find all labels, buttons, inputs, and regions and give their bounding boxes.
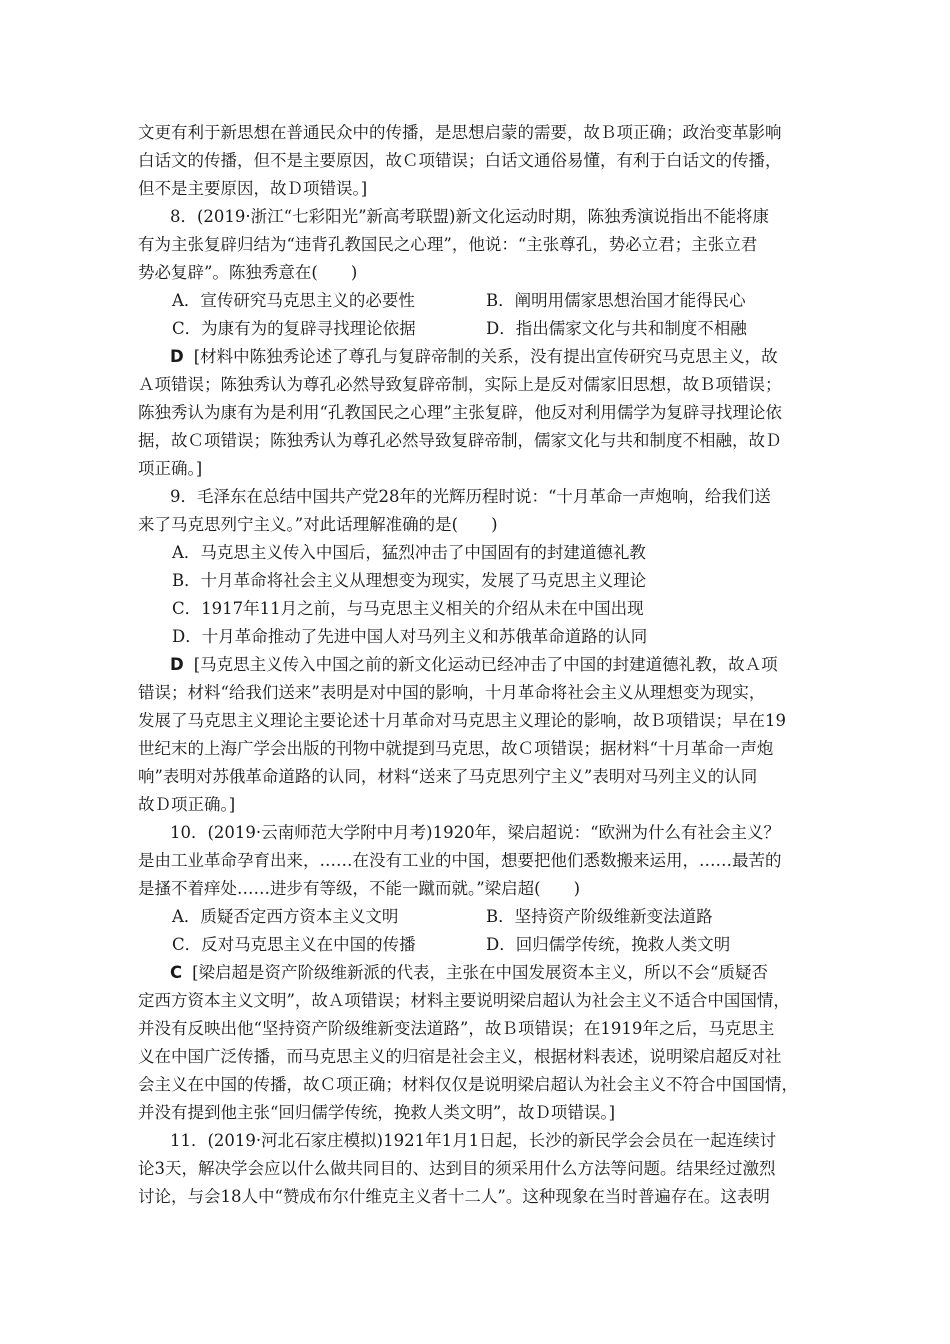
answer-letter: D bbox=[170, 655, 184, 674]
question-11-stem: 11．(2019·河北石家庄模拟)1921年1月1日起，长沙的新民学会会员在一起连续讨 bbox=[170, 1131, 777, 1150]
text-line: 有为主张复辟归结为“违背孔教国民之心理”，他说：“主张尊孔，势必立君；主张立君 bbox=[138, 235, 758, 254]
option-b: B．阐明用儒家思想治国才能得民心 bbox=[486, 291, 746, 310]
text-line: 来了马克思列宁主义。”对此话理解准确的是( ) bbox=[138, 515, 498, 534]
answer-line bbox=[170, 346, 850, 368]
text-line: 白话文的传播，但不是主要原因，故Ｃ项错误；白话文通俗易懂，有利于白话文的传播， bbox=[138, 151, 782, 170]
option-c: C．反对马克思主义在中国的传播 bbox=[172, 935, 416, 954]
option-d: D．十月革命推动了先进中国人对马列主义和苏俄革命道路的认同 bbox=[172, 627, 648, 646]
option-d: D．回归儒学传统，挽救人类文明 bbox=[486, 935, 731, 954]
text-line: 定西方资本主义文明”，故Ａ项错误；材料主要说明梁启超认为社会主义不适合中国国情， bbox=[138, 991, 790, 1010]
question-9-stem: 9．毛泽东在总结中国共产党28年的光辉历程时说：“十月革命一声炮响，给我们送 bbox=[170, 487, 771, 506]
text-line: 并没有提到他主张“回归儒学传统，挽救人类文明”，故Ｄ项错误。] bbox=[138, 1103, 616, 1122]
text-line: 是由工业革命孕育出来，……在没有工业的中国，想要把他们悉数搬来运用，……最苦的 bbox=[138, 851, 782, 870]
explanation-text: [马克思主义传入中国之前的新文化运动已经冲击了中国的封建道德礼教，故Ａ项 bbox=[193, 655, 778, 674]
option-b: B．坚持资产阶级维新变法道路 bbox=[486, 907, 713, 926]
text-line: Ａ项错误；陈独秀认为尊孔必然导致复辟帝制，实际上是反对儒家旧思想，故Ｂ项错误； bbox=[138, 375, 782, 394]
answer-line bbox=[170, 962, 850, 984]
text-line: 据，故Ｃ项错误；陈独秀认为尊孔必然导致复辟帝制，儒家文化与共和制度不相融，故Ｄ bbox=[138, 431, 782, 450]
text-line: 陈独秀认为康有为是利用“孔教国民之心理”主张复辟，他反对利用儒学为复辟寻找理论依 bbox=[138, 403, 782, 422]
option-b: B．十月革命将社会主义从理想变为现实，发展了马克思主义理论 bbox=[172, 571, 647, 590]
text-line: 响”表明对苏俄革命道路的认同，材料“送来了马克思列宁主义”表明对马列主义的认同 bbox=[138, 767, 758, 786]
text-line: 会主义在中国的传播，故Ｃ项正确；材料仅仅是说明梁启超认为社会主义不符合中国国情， bbox=[138, 1075, 798, 1094]
answer-letter: D bbox=[170, 347, 184, 366]
answer-letter: C bbox=[170, 963, 183, 982]
text-line: 义在中国广泛传播，而马克思主义的归宿是社会主义，根据材料表述，说明梁启超反对社 bbox=[138, 1047, 782, 1066]
text-line: 发展了马克思主义理论主要论述十月革命对马克思主义理论的影响，故Ｂ项错误；早在19 bbox=[138, 711, 786, 730]
text-line: 势必复辟”。陈独秀意在( ) bbox=[138, 263, 358, 282]
explanation-text: [梁启超是资产阶级维新派的代表，主张在中国发展资本主义，所以不会“质疑否 bbox=[192, 963, 768, 982]
text-line: 但不是主要原因，故Ｄ项错误。] bbox=[138, 179, 368, 198]
option-d: D．指出儒家文化与共和制度不相融 bbox=[486, 319, 747, 338]
text-line: 世纪末的上海广学会出版的刊物中就提到马克思，故Ｃ项错误；据材料“十月革命一声炮 bbox=[138, 739, 774, 758]
option-c: C．为康有为的复辟寻找理论依据 bbox=[172, 319, 416, 338]
option-a: A．宣传研究马克思主义的必要性 bbox=[172, 291, 415, 310]
text-line: 并没有反映出他“坚持资产阶级维新变法道路”，故Ｂ项错误；在1919年之后，马克思主 bbox=[138, 1019, 775, 1038]
option-a: A．质疑否定西方资本主义文明 bbox=[172, 907, 399, 926]
text-line: 文更有利于新思想在普通民众中的传播，是思想启蒙的需要，故Ｂ项正确；政治变革影响 bbox=[138, 123, 782, 142]
option-a: A．马克思主义传入中国后，猛烈冲击了中国固有的封建道德礼教 bbox=[172, 543, 646, 562]
question-10-stem: 10．(2019·云南师范大学附中月考)1920年，梁启超说：“欧洲为什么有社会主义？ bbox=[170, 823, 781, 842]
text-line: 讨论，与会18人中“赞成布尔什维克主义者十二人”。这种现象在当时普遍存在。这表明 bbox=[138, 1187, 770, 1206]
text-line: 错误；材料“给我们送来”表明是对中国的影响，十月革命将社会主义从理想变为现实， bbox=[138, 683, 766, 702]
text-line: 论3天，解决学会应以什么做共同目的、达到目的须采用什么方法等问题。结果经过激烈 bbox=[138, 1159, 776, 1178]
text-line: 故Ｄ项正确。] bbox=[138, 795, 236, 814]
answer-line bbox=[170, 654, 850, 676]
question-8-stem: 8．(2019·浙江“七彩阳光”新高考联盟)新文化运动时期，陈独秀演说指出不能将康 bbox=[170, 207, 769, 226]
option-c: C．1917年11月之前，与马克思主义相关的介绍从未在中国出现 bbox=[172, 599, 644, 618]
text-line: 项正确。] bbox=[138, 459, 203, 478]
explanation-text: [材料中陈独秀论述了尊孔与复辟帝制的关系，没有提出宣传研究马克思主义，故 bbox=[193, 347, 778, 366]
text-line: 是搔不着痒处……进步有等级，不能一蹴而就。”梁启超( ) bbox=[138, 879, 581, 898]
